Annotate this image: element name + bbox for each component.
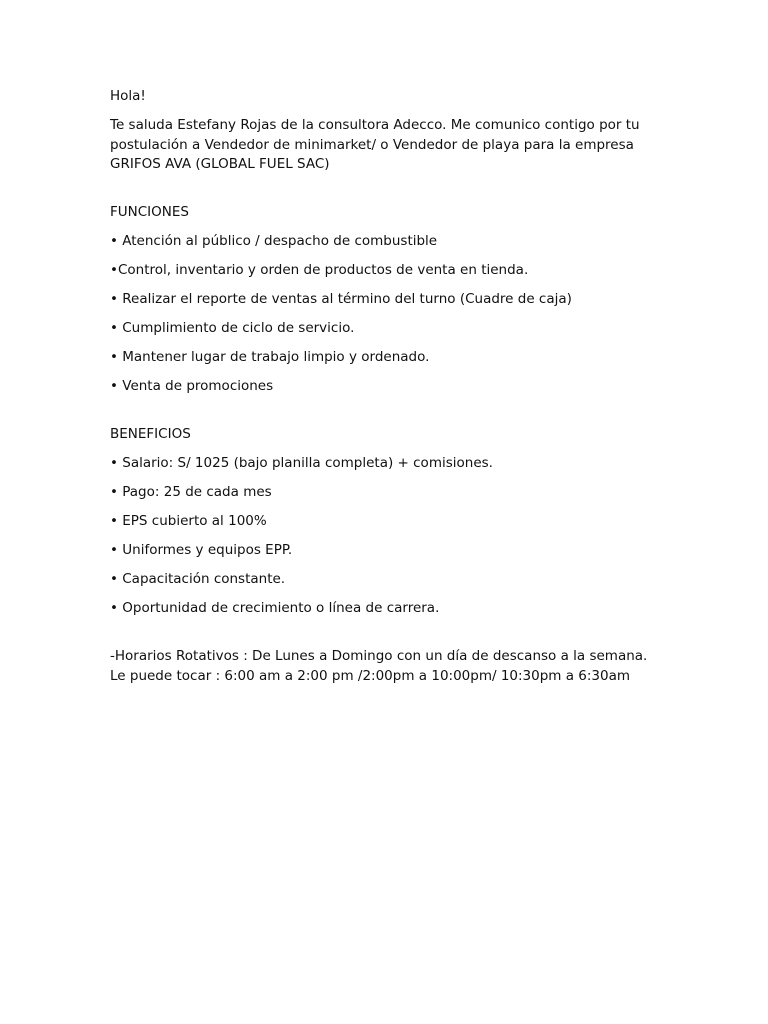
funciones-item: • Venta de promociones (110, 378, 274, 394)
beneficios-item: • Oportunidad de crecimiento o línea de carrera. (110, 600, 440, 616)
beneficios-item: • EPS cubierto al 100% (110, 513, 267, 529)
funciones-item: •Control, inventario y orden de productos de venta en tienda. (110, 262, 529, 278)
greeting: Hola! (110, 88, 146, 104)
funciones-heading: FUNCIONES (110, 204, 189, 220)
section-spacer (110, 628, 658, 647)
beneficios-item: • Capacitación constante. (110, 571, 286, 587)
section-spacer (110, 184, 658, 203)
intro-paragraph: Te saluda Estefany Rojas de la consultora Adecco. Me comunico contigo por tu postulación a Vendedor de minimarket/ o Vendedor de playa para la empresa GRIFOS AVA (GLOBAL FUEL SAC) (110, 117, 640, 172)
beneficios-heading: BENEFICIOS (110, 426, 191, 442)
beneficios-item: • Uniformes y equipos EPP. (110, 542, 293, 558)
section-spacer (110, 406, 658, 425)
beneficios-item: • Salario: S/ 1025 (bajo planilla completa) + comisiones. (110, 455, 493, 471)
funciones-list (110, 232, 658, 397)
funciones-item: • Mantener lugar de trabajo limpio y ordenado. (110, 349, 430, 365)
beneficios-list (110, 454, 658, 619)
funciones-item: • Atención al público / despacho de combustible (110, 233, 438, 249)
funciones-item: • Realizar el reporte de ventas al término del turno (Cuadre de caja) (110, 291, 572, 307)
horarios-paragraph: -Horarios Rotativos : De Lunes a Domingo con un día de descanso a la semana. Le puede tocar : 6:00 am a 2:00 pm /2:00pm a 10:00pm/ 10:30pm a 6:30am (110, 648, 648, 684)
beneficios-item: • Pago: 25 de cada mes (110, 484, 272, 500)
document-body (110, 87, 658, 696)
funciones-item: • Cumplimiento de ciclo de servicio. (110, 320, 355, 336)
